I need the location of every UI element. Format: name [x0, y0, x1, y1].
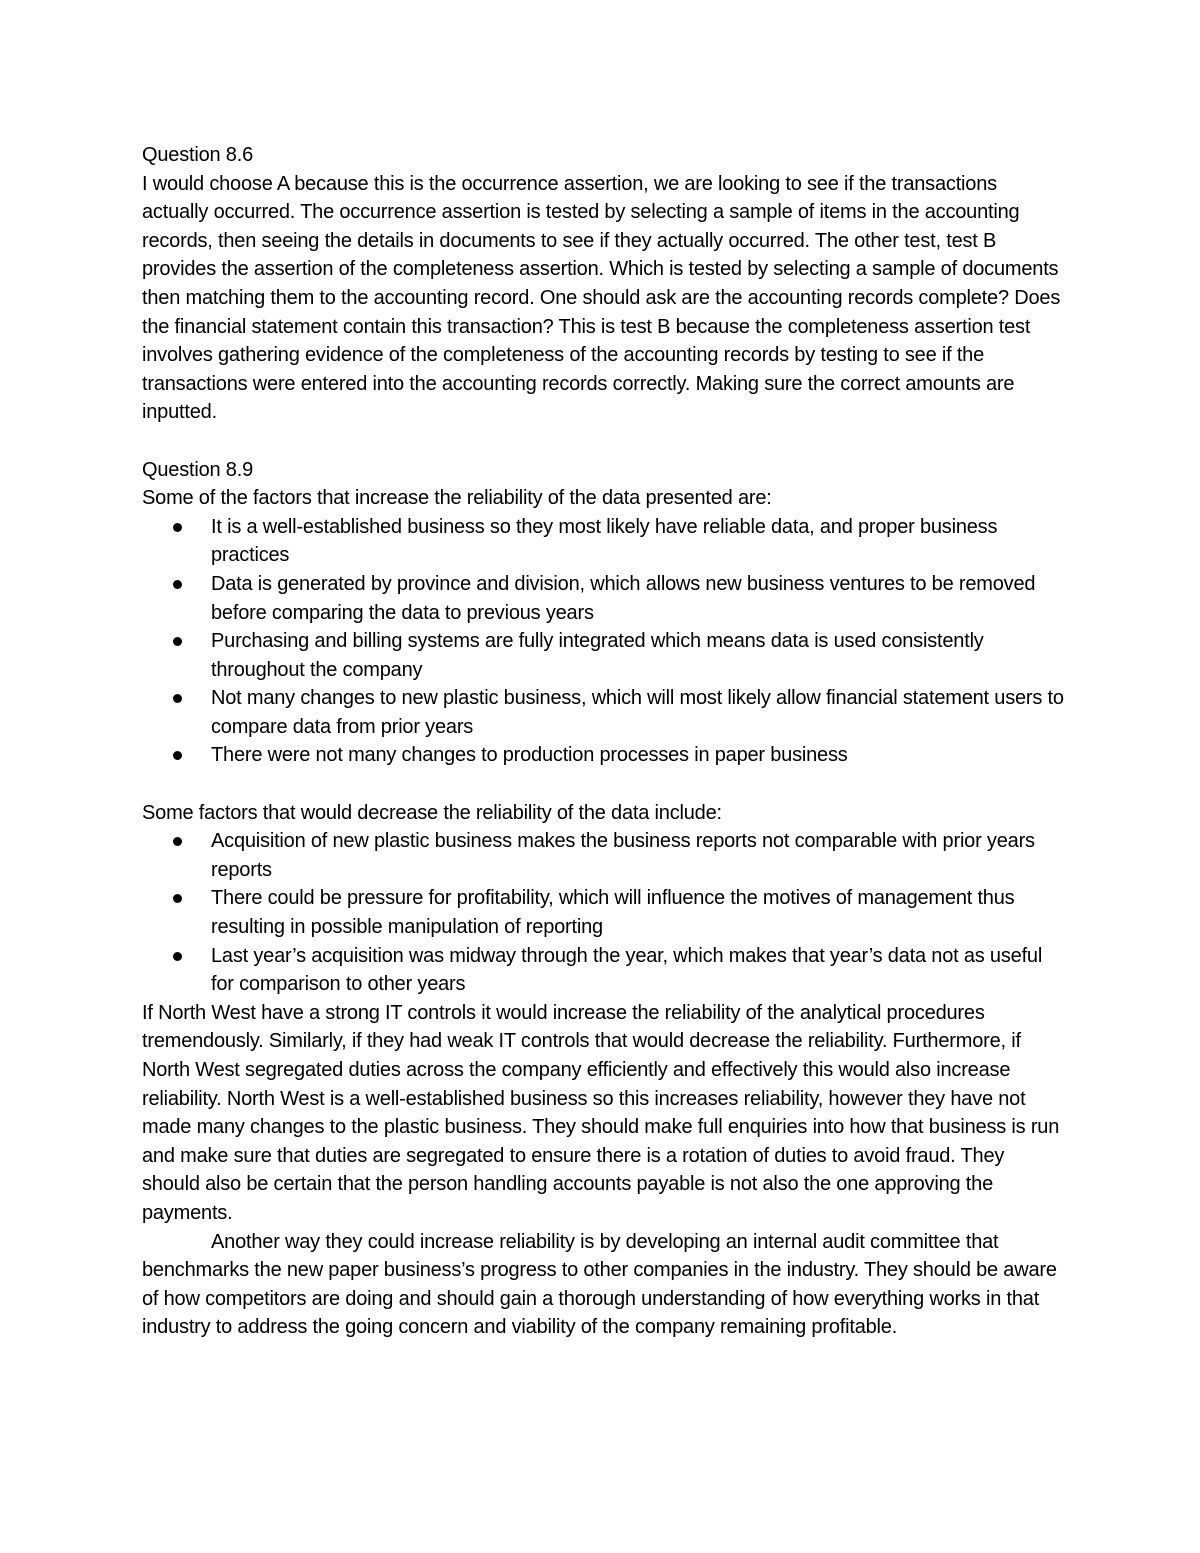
list-item — [211, 570, 1067, 627]
list-item-text: There could be pressure for profitability, which will influence the motives of management thus resulting in possible manipulation of reporting — [211, 887, 1015, 939]
decrease-factors-list — [142, 827, 1067, 999]
list-item-text: There were not many changes to production processes in paper business — [211, 744, 848, 767]
list-item — [211, 942, 1067, 999]
bullet-icon — [173, 837, 182, 846]
question-8-9-heading: Question 8.9 — [142, 458, 254, 481]
document-page — [142, 141, 1067, 1342]
list-item — [211, 741, 1067, 770]
list-item-text: Not many changes to new plastic business, which will most likely allow financial statement users to compare data from prior years — [211, 687, 1064, 738]
list-item-text: Purchasing and billing systems are fully integrated which means data is used consistently throughout the company — [211, 630, 984, 681]
list-item-text: It is a well-established business so they most likely have reliable data, and proper business practices — [211, 515, 998, 567]
question-8-6-answer: I would choose A because this is the occurrence assertion, we are looking to see if the transactions actually occurred. The occurrence assertion is tested by selecting a sample of items in the accounting records, then seeing the details in documents to see if they actually occurred. The other test, test B provides the assertion of the completeness assertion. Which is tested by selecting a sample of documents then matching them to the accounting record. One should ask are the accounting records complete? Does the financial statement contain this transaction? This is test B because the completeness assertion test involves gathering evidence of the completeness of the accounting records by testing to see if the transactions were entered into the accounting records correctly. Making sure the correct amounts are inputted. — [142, 172, 1061, 424]
list-item — [211, 884, 1067, 941]
bullet-icon — [173, 580, 182, 589]
internal-audit-paragraph: Another way they could increase reliability is by developing an internal audit committee that benchmarks the new paper business’s progress to other companies in the industry. They should be aware of how competitors are doing and should gain a thorough understanding of how everything works in that industry to address the going concern and viability of the company remaining profitable. — [142, 1230, 1057, 1339]
list-item — [211, 827, 1067, 884]
bullet-icon — [173, 637, 182, 646]
list-item-text: Acquisition of new plastic business makes the business reports not comparable with prior years reports — [211, 830, 1035, 881]
list-item-text: Data is generated by province and division, which allows new business ventures to be removed before comparing the data to previous years — [211, 572, 1036, 624]
question-8-6-heading: Question 8.6 — [142, 144, 254, 166]
increase-factors-intro: Some of the factors that increase the reliability of the data presented are: — [142, 487, 772, 510]
reliability-paragraph: If North West have a strong IT controls it would increase the reliability of the analytical procedures tremendously. Similarly, if they had weak IT controls that would decrease the reliability. Furthermore, if North West segregated duties across the company efficiently and effectively this would also increase reliability. North West is a well-established business so this increases reliability, however they have not made many changes to the plastic business. They should make full enquiries into how that business is run and make sure that duties are segregated to ensure there is a rotation of duties to avoid fraud. They should also be certain that the person handling accounts payable is not also the one approving the payments. — [142, 1001, 1060, 1224]
decrease-factors-intro: Some factors that would decrease the reliability of the data include: — [142, 801, 722, 824]
list-item-text: Last year’s acquisition was midway through the year, which makes that year’s data not as useful for comparison to other years — [211, 944, 1043, 996]
list-item — [211, 513, 1067, 570]
bullet-icon — [173, 751, 182, 760]
list-item — [211, 684, 1067, 741]
bullet-icon — [173, 952, 182, 961]
bullet-icon — [173, 694, 182, 703]
increase-factors-list — [142, 513, 1067, 770]
list-item — [211, 627, 1067, 684]
spacer — [142, 770, 1067, 799]
bullet-icon — [173, 894, 182, 903]
bullet-icon — [173, 523, 182, 532]
spacer — [142, 427, 1067, 456]
